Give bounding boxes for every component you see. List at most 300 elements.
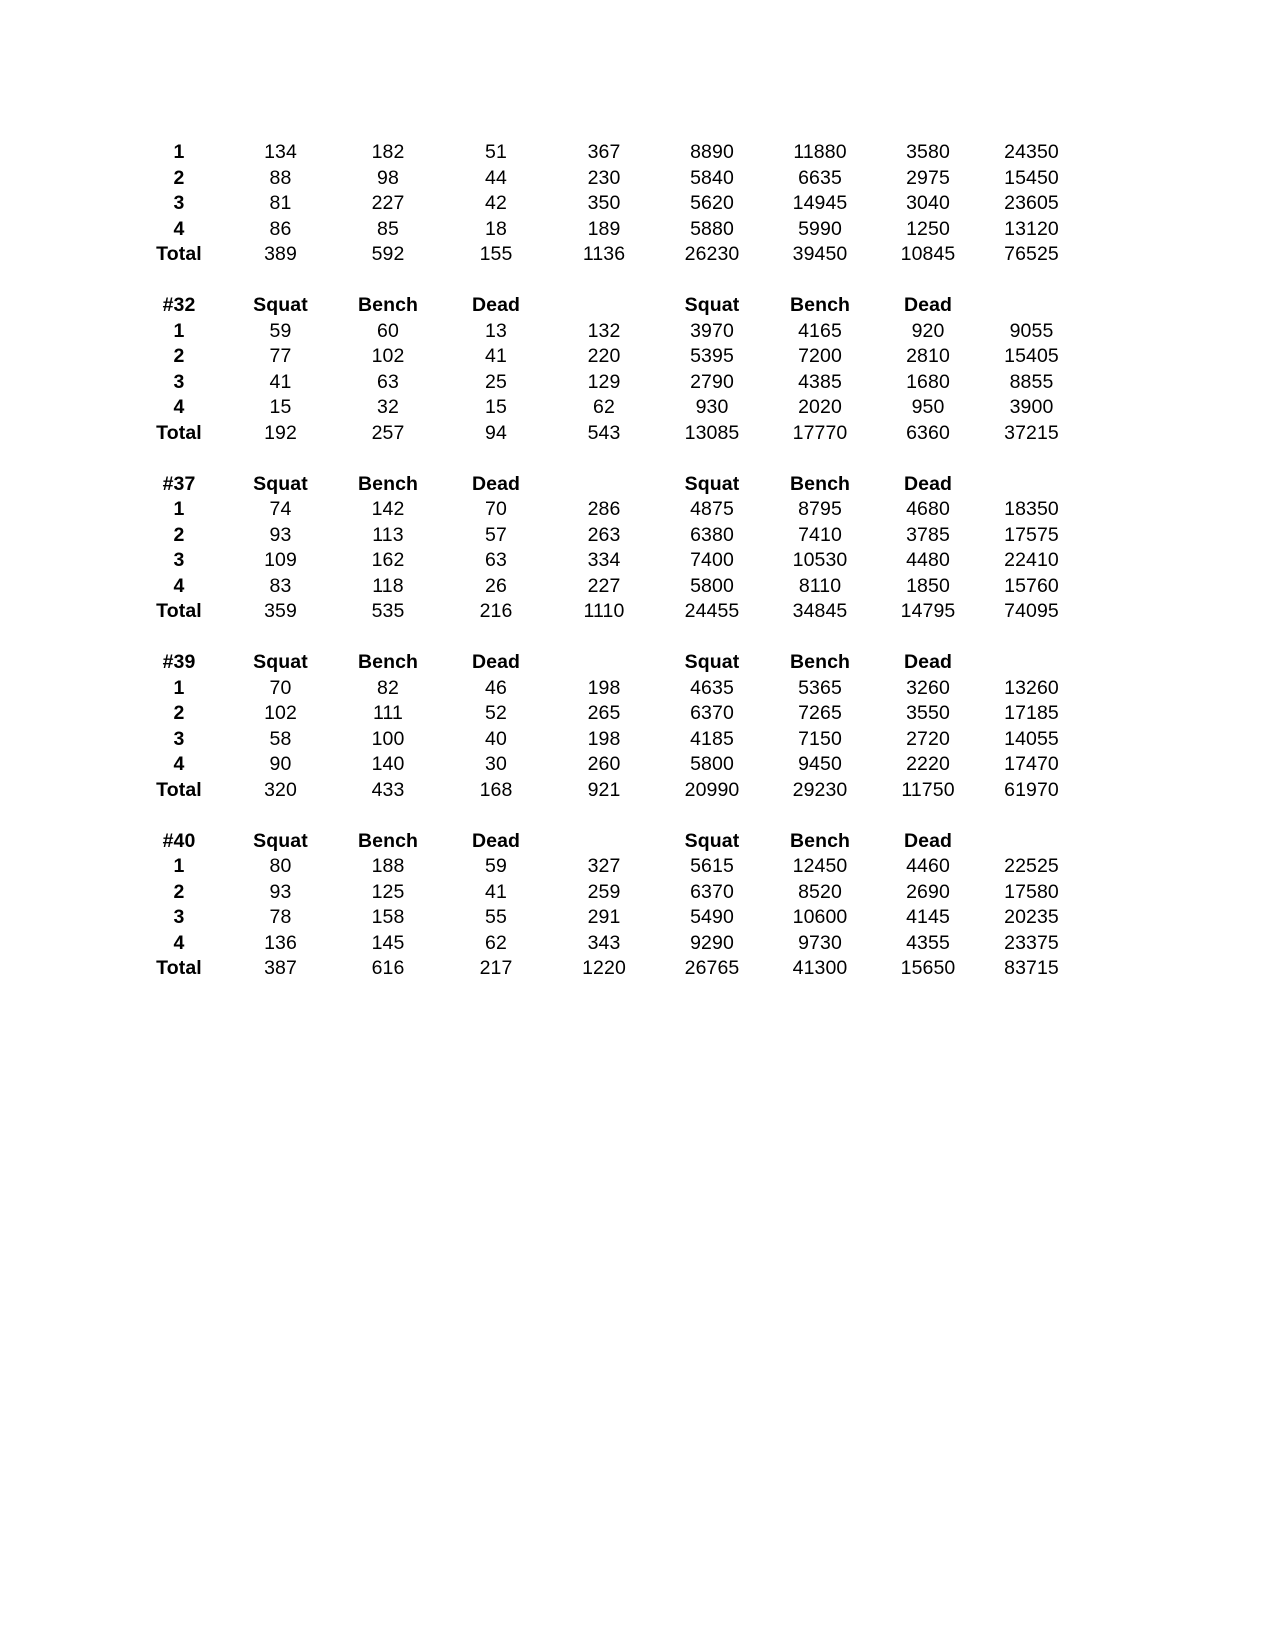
data-cell: 59 bbox=[269, 319, 292, 342]
data-cell: 5880 bbox=[690, 217, 734, 240]
data-cell: 70 bbox=[485, 498, 507, 520]
data-cell: 11880 bbox=[793, 141, 847, 163]
data-cell: 9055 bbox=[1009, 319, 1054, 342]
spacer-cell bbox=[442, 625, 550, 651]
data-cell: 20235 bbox=[1004, 906, 1059, 928]
data-cell: 2790 bbox=[690, 370, 734, 393]
data-cell: 15 bbox=[485, 396, 507, 418]
spacer-cell bbox=[982, 268, 1081, 294]
data-cell: 88 bbox=[269, 166, 292, 189]
data-cell: 387 bbox=[264, 957, 297, 979]
data-cell: 90 bbox=[269, 753, 292, 775]
data-cell: 62 bbox=[593, 396, 615, 418]
data-cell: 9450 bbox=[798, 753, 842, 775]
data-cell: 5620 bbox=[690, 192, 734, 214]
data-cell: 2720 bbox=[906, 727, 950, 750]
column-header-dead: Dead bbox=[471, 651, 521, 673]
data-cell: 1850 bbox=[906, 574, 950, 597]
table-row bbox=[131, 752, 1081, 778]
data-cell: 41300 bbox=[792, 957, 848, 979]
data-cell: 76525 bbox=[1004, 243, 1059, 265]
set-number-label: 2 bbox=[173, 880, 185, 903]
data-cell: 17770 bbox=[792, 421, 848, 444]
column-header-blank bbox=[550, 293, 658, 319]
block-spacer bbox=[131, 803, 1081, 829]
spacer-cell bbox=[874, 268, 982, 294]
column-header-dead: Dead bbox=[903, 472, 953, 495]
total-label: Total bbox=[156, 600, 202, 622]
data-cell: 14795 bbox=[900, 600, 956, 622]
data-cell: 100 bbox=[371, 727, 405, 750]
table-row bbox=[131, 191, 1081, 217]
data-cell: 132 bbox=[587, 319, 621, 342]
data-cell: 4165 bbox=[798, 319, 842, 342]
data-cell: 168 bbox=[479, 778, 513, 801]
table-row bbox=[131, 931, 1081, 957]
spacer-cell bbox=[442, 446, 550, 472]
table-row bbox=[131, 497, 1081, 523]
data-cell: 259 bbox=[587, 880, 621, 903]
data-cell: 291 bbox=[587, 906, 621, 928]
data-cell: 7200 bbox=[798, 345, 842, 367]
spacer-cell bbox=[131, 446, 227, 472]
data-cell: 63 bbox=[485, 549, 507, 571]
data-cell: 930 bbox=[695, 396, 729, 418]
data-cell: 23375 bbox=[1004, 931, 1059, 954]
data-cell: 11750 bbox=[901, 778, 955, 801]
column-header-bench: Bench bbox=[789, 472, 851, 495]
data-cell: 350 bbox=[587, 192, 621, 214]
set-number-label: 1 bbox=[173, 319, 185, 342]
data-cell: 58 bbox=[269, 727, 292, 750]
data-cell: 192 bbox=[264, 421, 297, 444]
data-cell: 10845 bbox=[900, 243, 956, 265]
data-cell: 950 bbox=[911, 396, 945, 418]
data-cell: 217 bbox=[479, 957, 513, 979]
column-header-squat: Squat bbox=[684, 294, 740, 316]
total-label: Total bbox=[156, 243, 202, 265]
total-label: Total bbox=[156, 778, 202, 801]
column-header-bench: Bench bbox=[357, 829, 419, 852]
data-cell: 592 bbox=[371, 243, 405, 265]
data-cell: 5365 bbox=[798, 676, 842, 699]
data-cell: 41 bbox=[485, 880, 507, 903]
column-header-dead: Dead bbox=[903, 829, 953, 852]
spacer-cell bbox=[227, 268, 334, 294]
data-cell: 260 bbox=[587, 753, 621, 775]
data-cell: 13260 bbox=[1004, 676, 1059, 699]
data-cell: 433 bbox=[371, 778, 405, 801]
table-row bbox=[131, 905, 1081, 931]
data-cell: 8795 bbox=[798, 498, 842, 520]
data-cell: 17470 bbox=[1004, 753, 1059, 775]
column-header-blank bbox=[982, 472, 1081, 498]
spacer-cell bbox=[334, 268, 442, 294]
data-cell: 77 bbox=[269, 345, 292, 367]
spacer-cell bbox=[982, 803, 1081, 829]
data-cell: 257 bbox=[371, 421, 405, 444]
column-header-squat: Squat bbox=[253, 829, 308, 852]
column-header-dead: Dead bbox=[471, 294, 521, 316]
table-total-row bbox=[131, 421, 1081, 447]
set-number-label: 4 bbox=[173, 753, 185, 775]
table-row bbox=[131, 701, 1081, 727]
data-cell: 7265 bbox=[798, 702, 842, 724]
block-id-label: #39 bbox=[162, 651, 196, 673]
data-cell: 7400 bbox=[690, 549, 734, 571]
column-header-bench: Bench bbox=[357, 651, 419, 673]
table-row bbox=[131, 166, 1081, 192]
data-cell: 17580 bbox=[1004, 880, 1059, 903]
data-cell: 3040 bbox=[906, 192, 950, 214]
set-number-label: 1 bbox=[173, 676, 185, 699]
data-cell: 15650 bbox=[900, 957, 956, 979]
data-cell: 2975 bbox=[906, 166, 950, 189]
column-header-squat: Squat bbox=[684, 651, 740, 673]
spacer-cell bbox=[766, 625, 874, 651]
block-id-label: #37 bbox=[162, 472, 196, 495]
spacer-cell bbox=[550, 446, 658, 472]
data-cell: 59 bbox=[485, 855, 507, 877]
data-cell: 227 bbox=[587, 574, 621, 597]
column-header-squat: Squat bbox=[253, 294, 308, 316]
data-cell: 921 bbox=[587, 778, 621, 801]
table-row bbox=[131, 344, 1081, 370]
spacer-cell bbox=[874, 803, 982, 829]
data-cell: 8890 bbox=[690, 141, 734, 163]
data-cell: 4480 bbox=[906, 549, 950, 571]
table-row bbox=[131, 676, 1081, 702]
column-header-squat: Squat bbox=[253, 472, 308, 495]
data-cell: 2020 bbox=[798, 396, 842, 418]
data-cell: 4385 bbox=[798, 370, 842, 393]
set-number-label: 3 bbox=[173, 549, 185, 571]
data-cell: 2690 bbox=[906, 880, 950, 903]
column-header-squat: Squat bbox=[253, 651, 308, 673]
block-header-row bbox=[131, 472, 1081, 498]
data-cell: 125 bbox=[371, 880, 405, 903]
set-number-label: 1 bbox=[173, 141, 185, 163]
table-row bbox=[131, 854, 1081, 880]
table-total-row bbox=[131, 778, 1081, 804]
column-header-bench: Bench bbox=[789, 651, 851, 673]
table-total-row bbox=[131, 599, 1081, 625]
column-header-blank bbox=[982, 829, 1081, 855]
data-cell: 8110 bbox=[798, 574, 842, 597]
data-cell: 1110 bbox=[583, 600, 625, 622]
table-row bbox=[131, 370, 1081, 396]
data-cell: 118 bbox=[372, 574, 404, 597]
data-cell: 4875 bbox=[690, 498, 734, 520]
data-cell: 26230 bbox=[684, 243, 740, 265]
set-number-label: 4 bbox=[173, 574, 185, 597]
data-cell: 136 bbox=[264, 931, 297, 954]
spacer-cell bbox=[550, 625, 658, 651]
data-cell: 4680 bbox=[906, 498, 950, 520]
data-cell: 61970 bbox=[1004, 778, 1059, 801]
set-number-label: 2 bbox=[173, 166, 185, 189]
data-cell: 70 bbox=[269, 676, 292, 699]
spacer-cell bbox=[658, 446, 766, 472]
data-cell: 51 bbox=[485, 141, 507, 163]
column-header-blank bbox=[550, 829, 658, 855]
data-cell: 41 bbox=[485, 345, 507, 367]
spacer-cell bbox=[982, 625, 1081, 651]
data-cell: 39450 bbox=[792, 243, 848, 265]
data-cell: 5490 bbox=[690, 906, 734, 928]
data-cell: 37215 bbox=[1004, 421, 1059, 444]
data-cell: 78 bbox=[269, 906, 292, 928]
data-cell: 30 bbox=[485, 753, 507, 775]
lifting-data-table bbox=[131, 140, 1081, 982]
data-cell: 52 bbox=[485, 702, 507, 724]
data-cell: 3785 bbox=[906, 523, 950, 546]
set-number-label: 4 bbox=[173, 217, 185, 240]
table-row bbox=[131, 523, 1081, 549]
data-cell: 86 bbox=[269, 217, 292, 240]
data-cell: 616 bbox=[371, 957, 405, 979]
data-cell: 17185 bbox=[1004, 702, 1059, 724]
table-row bbox=[131, 140, 1081, 166]
data-cell: 60 bbox=[377, 319, 399, 342]
spacer-cell bbox=[766, 803, 874, 829]
set-number-label: 2 bbox=[173, 702, 185, 724]
spacer-cell bbox=[442, 803, 550, 829]
data-cell: 6635 bbox=[798, 166, 842, 189]
data-cell: 93 bbox=[269, 523, 292, 546]
data-cell: 3900 bbox=[1009, 396, 1054, 418]
spacer-cell bbox=[227, 625, 334, 651]
set-number-label: 4 bbox=[173, 931, 185, 954]
data-cell: 74 bbox=[269, 498, 292, 520]
data-cell: 1250 bbox=[906, 217, 950, 240]
data-cell: 162 bbox=[371, 549, 405, 571]
column-header-squat: Squat bbox=[684, 472, 740, 495]
set-number-label: 1 bbox=[173, 498, 185, 520]
data-cell: 9730 bbox=[798, 931, 842, 954]
block-spacer bbox=[131, 268, 1081, 294]
data-cell: 367 bbox=[587, 141, 621, 163]
column-header-bench: Bench bbox=[789, 829, 851, 852]
data-cell: 26765 bbox=[684, 957, 740, 979]
column-header-squat: Squat bbox=[684, 829, 740, 852]
data-cell: 2810 bbox=[906, 345, 950, 367]
data-cell: 63 bbox=[377, 370, 399, 393]
data-cell: 6360 bbox=[906, 421, 950, 444]
total-label: Total bbox=[156, 957, 202, 979]
data-cell: 389 bbox=[264, 243, 297, 265]
data-cell: 2220 bbox=[906, 753, 950, 775]
data-cell: 14055 bbox=[1004, 727, 1059, 750]
data-cell: 57 bbox=[485, 523, 507, 546]
spacer-cell bbox=[227, 446, 334, 472]
set-number-label: 4 bbox=[173, 396, 185, 418]
table-total-row bbox=[131, 956, 1081, 982]
data-cell: 140 bbox=[371, 753, 405, 775]
data-cell: 42 bbox=[485, 192, 507, 214]
data-cell: 40 bbox=[485, 727, 507, 750]
spacer-cell bbox=[334, 446, 442, 472]
data-cell: 15 bbox=[269, 396, 292, 418]
data-cell: 5800 bbox=[690, 753, 734, 775]
block-spacer bbox=[131, 446, 1081, 472]
data-cell: 41 bbox=[269, 370, 292, 393]
data-cell: 198 bbox=[587, 676, 621, 699]
data-cell: 82 bbox=[377, 676, 399, 699]
data-cell: 286 bbox=[587, 498, 621, 520]
data-cell: 102 bbox=[264, 702, 297, 724]
data-cell: 7150 bbox=[798, 727, 842, 750]
data-cell: 158 bbox=[371, 906, 405, 928]
spacer-cell bbox=[334, 803, 442, 829]
column-header-dead: Dead bbox=[471, 472, 521, 495]
spacer-cell bbox=[550, 803, 658, 829]
data-cell: 189 bbox=[587, 217, 621, 240]
data-cell: 15405 bbox=[1004, 345, 1059, 367]
data-cell: 34845 bbox=[792, 600, 848, 622]
column-header-dead: Dead bbox=[903, 651, 953, 673]
data-cell: 6370 bbox=[690, 880, 734, 903]
data-cell: 26 bbox=[485, 574, 507, 597]
spacer-cell bbox=[874, 625, 982, 651]
data-cell: 220 bbox=[587, 345, 621, 367]
data-cell: 10530 bbox=[792, 549, 848, 571]
data-cell: 23605 bbox=[1004, 192, 1059, 214]
data-cell: 343 bbox=[587, 931, 621, 954]
table-total-row bbox=[131, 242, 1081, 268]
data-cell: 1220 bbox=[582, 957, 626, 979]
data-cell: 320 bbox=[264, 778, 297, 801]
spacer-cell bbox=[874, 446, 982, 472]
data-cell: 5395 bbox=[690, 345, 734, 367]
data-cell: 109 bbox=[264, 549, 297, 571]
data-cell: 4635 bbox=[690, 676, 734, 699]
data-cell: 83715 bbox=[1004, 957, 1059, 979]
data-cell: 129 bbox=[587, 370, 621, 393]
data-cell: 920 bbox=[911, 319, 945, 342]
data-cell: 93 bbox=[269, 880, 292, 903]
table-row bbox=[131, 727, 1081, 753]
data-cell: 12450 bbox=[792, 855, 848, 877]
data-cell: 3550 bbox=[906, 702, 950, 724]
spacer-cell bbox=[227, 803, 334, 829]
data-cell: 83 bbox=[269, 574, 292, 597]
data-cell: 10600 bbox=[792, 906, 848, 928]
data-cell: 13120 bbox=[1004, 217, 1059, 240]
data-cell: 188 bbox=[371, 855, 405, 877]
total-label: Total bbox=[156, 421, 202, 444]
data-cell: 142 bbox=[371, 498, 405, 520]
data-cell: 13 bbox=[485, 319, 507, 342]
data-cell: 227 bbox=[371, 192, 405, 214]
table-row bbox=[131, 548, 1081, 574]
table-row bbox=[131, 574, 1081, 600]
data-cell: 15760 bbox=[1004, 574, 1059, 597]
data-cell: 32 bbox=[377, 396, 399, 418]
data-cell: 8855 bbox=[1009, 370, 1054, 393]
column-header-bench: Bench bbox=[789, 294, 851, 316]
data-cell: 22410 bbox=[1004, 549, 1059, 571]
data-cell: 81 bbox=[269, 192, 292, 214]
spacer-cell bbox=[131, 803, 227, 829]
data-cell: 8520 bbox=[798, 880, 842, 903]
data-cell: 3260 bbox=[906, 676, 950, 699]
data-cell: 1680 bbox=[906, 370, 950, 393]
data-cell: 25 bbox=[485, 370, 507, 393]
data-cell: 94 bbox=[485, 421, 507, 444]
data-cell: 17575 bbox=[1004, 523, 1059, 546]
data-cell: 15450 bbox=[1004, 166, 1059, 189]
spacer-cell bbox=[334, 625, 442, 651]
data-cell: 6380 bbox=[690, 523, 734, 546]
spacer-cell bbox=[658, 803, 766, 829]
spacer-cell bbox=[550, 268, 658, 294]
spacer-cell bbox=[658, 625, 766, 651]
table-row bbox=[131, 880, 1081, 906]
spacer-cell bbox=[131, 268, 227, 294]
set-number-label: 1 bbox=[173, 855, 185, 877]
data-cell: 543 bbox=[587, 421, 621, 444]
data-cell: 263 bbox=[587, 523, 621, 546]
set-number-label: 2 bbox=[173, 345, 185, 367]
data-cell: 5840 bbox=[690, 166, 734, 189]
column-header-dead: Dead bbox=[471, 829, 521, 852]
block-id-label: #32 bbox=[162, 294, 196, 316]
data-cell: 55 bbox=[485, 906, 507, 928]
data-cell: 44 bbox=[485, 166, 507, 189]
column-header-dead: Dead bbox=[903, 294, 953, 316]
column-header-bench: Bench bbox=[357, 294, 419, 316]
data-cell: 327 bbox=[587, 855, 621, 877]
data-cell: 198 bbox=[587, 727, 621, 750]
data-cell: 4355 bbox=[906, 931, 950, 954]
data-cell: 216 bbox=[479, 600, 513, 622]
spacer-cell bbox=[982, 446, 1081, 472]
data-cell: 74095 bbox=[1004, 600, 1059, 622]
data-cell: 1136 bbox=[582, 243, 626, 265]
column-header-blank bbox=[550, 650, 658, 676]
data-cell: 334 bbox=[587, 549, 621, 571]
data-cell: 265 bbox=[587, 702, 621, 724]
data-cell: 18 bbox=[485, 217, 507, 240]
data-cell: 80 bbox=[269, 855, 292, 877]
data-cell: 5990 bbox=[798, 217, 842, 240]
block-header-row bbox=[131, 829, 1081, 855]
data-cell: 5800 bbox=[690, 574, 734, 597]
data-cell: 182 bbox=[371, 141, 405, 163]
data-cell: 102 bbox=[371, 345, 405, 367]
data-cell: 20990 bbox=[684, 778, 740, 801]
data-cell: 24350 bbox=[1004, 141, 1059, 163]
set-number-label: 3 bbox=[173, 192, 185, 214]
table-row bbox=[131, 319, 1081, 345]
data-cell: 7410 bbox=[798, 523, 842, 546]
data-cell: 46 bbox=[485, 676, 507, 699]
column-header-blank bbox=[550, 472, 658, 498]
table-row bbox=[131, 395, 1081, 421]
data-cell: 3580 bbox=[906, 141, 950, 163]
data-cell: 359 bbox=[264, 600, 297, 622]
block-id-label: #40 bbox=[162, 829, 196, 852]
data-cell: 535 bbox=[371, 600, 405, 622]
table-row bbox=[131, 217, 1081, 243]
set-number-label: 3 bbox=[173, 370, 185, 393]
data-cell: 155 bbox=[479, 243, 513, 265]
column-header-blank bbox=[982, 293, 1081, 319]
data-cell: 4145 bbox=[906, 906, 950, 928]
set-number-label: 3 bbox=[173, 906, 185, 928]
data-cell: 5615 bbox=[690, 855, 734, 877]
